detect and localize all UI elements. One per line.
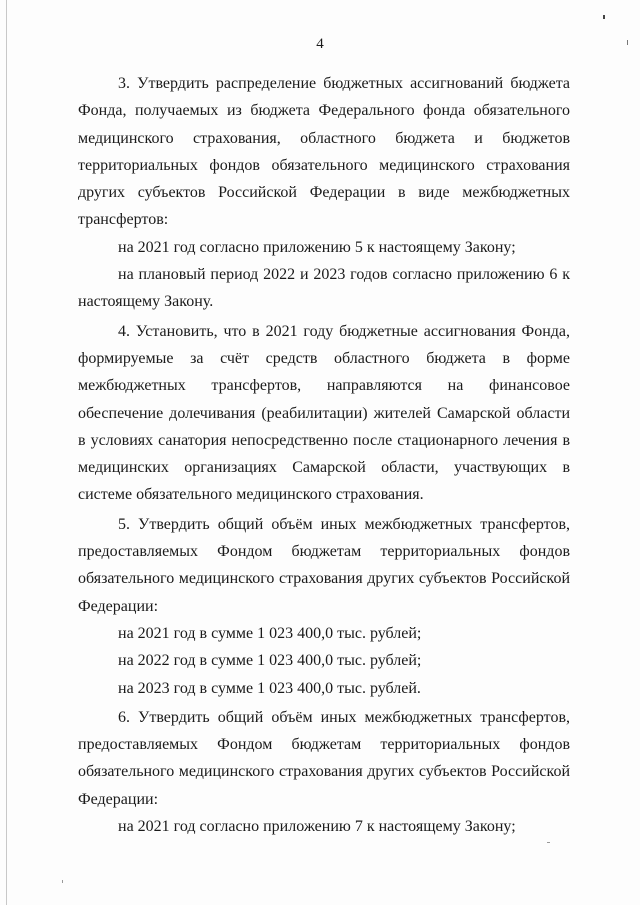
scan-dot-mark: [62, 880, 63, 883]
scan-dot-mark: [547, 842, 550, 843]
paragraph-3-item-2022-2023: на плановый период 2022 и 2023 годов согласно приложению 6 к настоящему Закону.: [78, 266, 570, 311]
paragraph-6-item-2021: на 2021 год согласно приложению 7 к настоящему Закону;: [118, 818, 516, 836]
page-number: 4: [316, 36, 324, 52]
paragraph-5-item-2023: на 2023 год в сумме 1 023 400,0 тыс. рублей.: [118, 679, 421, 697]
paragraph-3-item-2021: на 2021 год согласно приложению 5 к настоящему Закону;: [118, 238, 516, 256]
paragraph-3: 3. Утвердить распределение бюджетных ассигнований бюджета Фонда, получаемых из бюджета Федерального фонда обязательного медицинского страхования, областного бюджета и бюджетов территориальных фондов обязательного медицинского страхования других субъектов Российской Федерации в виде межбюджетных трансфертов:: [78, 75, 570, 229]
document-body: [78, 70, 570, 840]
paragraph-5-item-2021: на 2021 год в сумме 1 023 400,0 тыс. рублей;: [118, 624, 422, 642]
scan-edge-mark: [6, 0, 7, 905]
paragraph-6: 6. Утвердить общий объём иных межбюджетных трансфертов, предоставляемых Фондом бюджетам территориальных фондов обязательного медицинского страхования других субъектов Российской Федерации:: [78, 708, 570, 808]
paragraph-4: 4. Установить, что в 2021 году бюджетные ассигнования Фонда, формируемые за счёт средств областного бюджета в форме межбюджетных трансфертов, направляются на финансовое обеспечение долечивания (реабилитации) жителей Самарской области в условиях санатория непосредственно после стационарного лечения в медицинских организациях Самарской области, участвующих в системе обязательного медицинского страхования.: [78, 322, 570, 504]
paragraph-5-item-2022: на 2022 год в сумме 1 023 400,0 тыс. рублей;: [118, 652, 422, 670]
paragraph-5: 5. Утвердить общий объём иных межбюджетных трансфертов, предоставляемых Фондом бюджетам территориальных фондов обязательного медицинского страхования других субъектов Российской Федерации:: [78, 515, 570, 615]
scan-dot-mark: [603, 15, 605, 19]
